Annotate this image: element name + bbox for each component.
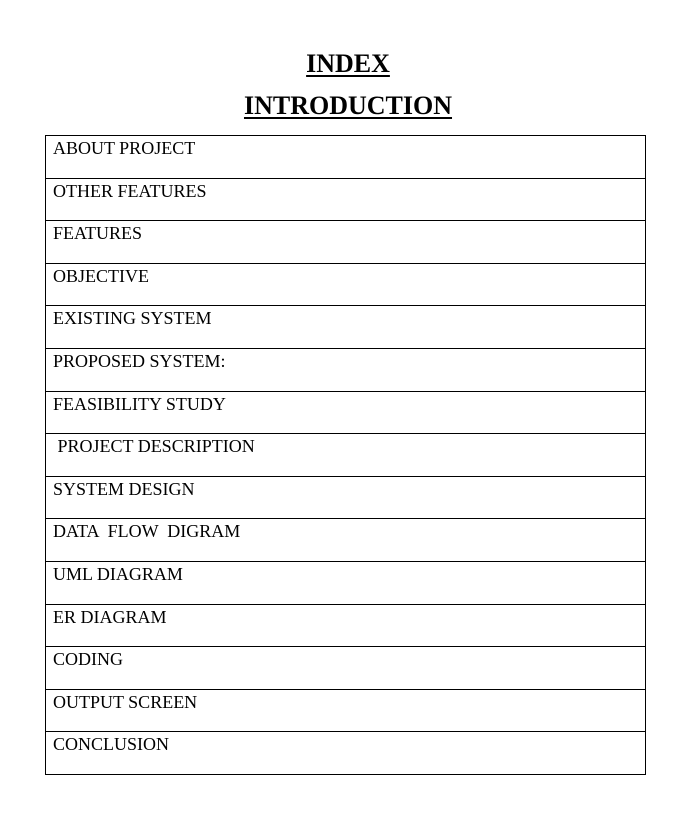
- index-entry-proposed-system: PROPOSED SYSTEM:: [46, 348, 646, 391]
- table-row: [46, 647, 646, 690]
- index-entry-project-description: PROJECT DESCRIPTION: [46, 434, 646, 477]
- index-entry-coding: CODING: [46, 647, 646, 690]
- table-row: [46, 178, 646, 221]
- table-row: [46, 434, 646, 477]
- index-heading: [0, 49, 696, 79]
- table-row: [46, 221, 646, 264]
- index-entry-uml-diagram: UML DIAGRAM: [46, 561, 646, 604]
- table-row: [46, 136, 646, 179]
- table-row: [46, 604, 646, 647]
- index-entry-er-diagram: ER DIAGRAM: [46, 604, 646, 647]
- introduction-heading-text: INTRODUCTION: [243, 91, 453, 120]
- index-heading-text: INDEX: [306, 49, 390, 78]
- index-table: [45, 135, 646, 775]
- index-entry-objective: OBJECTIVE: [46, 263, 646, 306]
- index-entry-features: FEATURES: [46, 221, 646, 264]
- index-entry-existing-system: EXISTING SYSTEM: [46, 306, 646, 349]
- table-row: [46, 391, 646, 434]
- index-entry-conclusion: CONCLUSION: [46, 732, 646, 775]
- index-entry-data-flow-diagram: DATA FLOW DIGRAM: [46, 519, 646, 562]
- table-row: [46, 348, 646, 391]
- table-row: [46, 561, 646, 604]
- index-entry-other-features: OTHER FEATURES: [46, 178, 646, 221]
- table-row: [46, 519, 646, 562]
- introduction-heading: [0, 91, 696, 121]
- index-entry-feasibility-study: FEASIBILITY STUDY: [46, 391, 646, 434]
- index-entry-about-project: ABOUT PROJECT: [46, 136, 646, 179]
- table-row: [46, 306, 646, 349]
- table-row: [46, 732, 646, 775]
- table-row: [46, 263, 646, 306]
- table-row: [46, 689, 646, 732]
- index-entry-output-screen: OUTPUT SCREEN: [46, 689, 646, 732]
- index-entry-system-design: SYSTEM DESIGN: [46, 476, 646, 519]
- table-row: [46, 476, 646, 519]
